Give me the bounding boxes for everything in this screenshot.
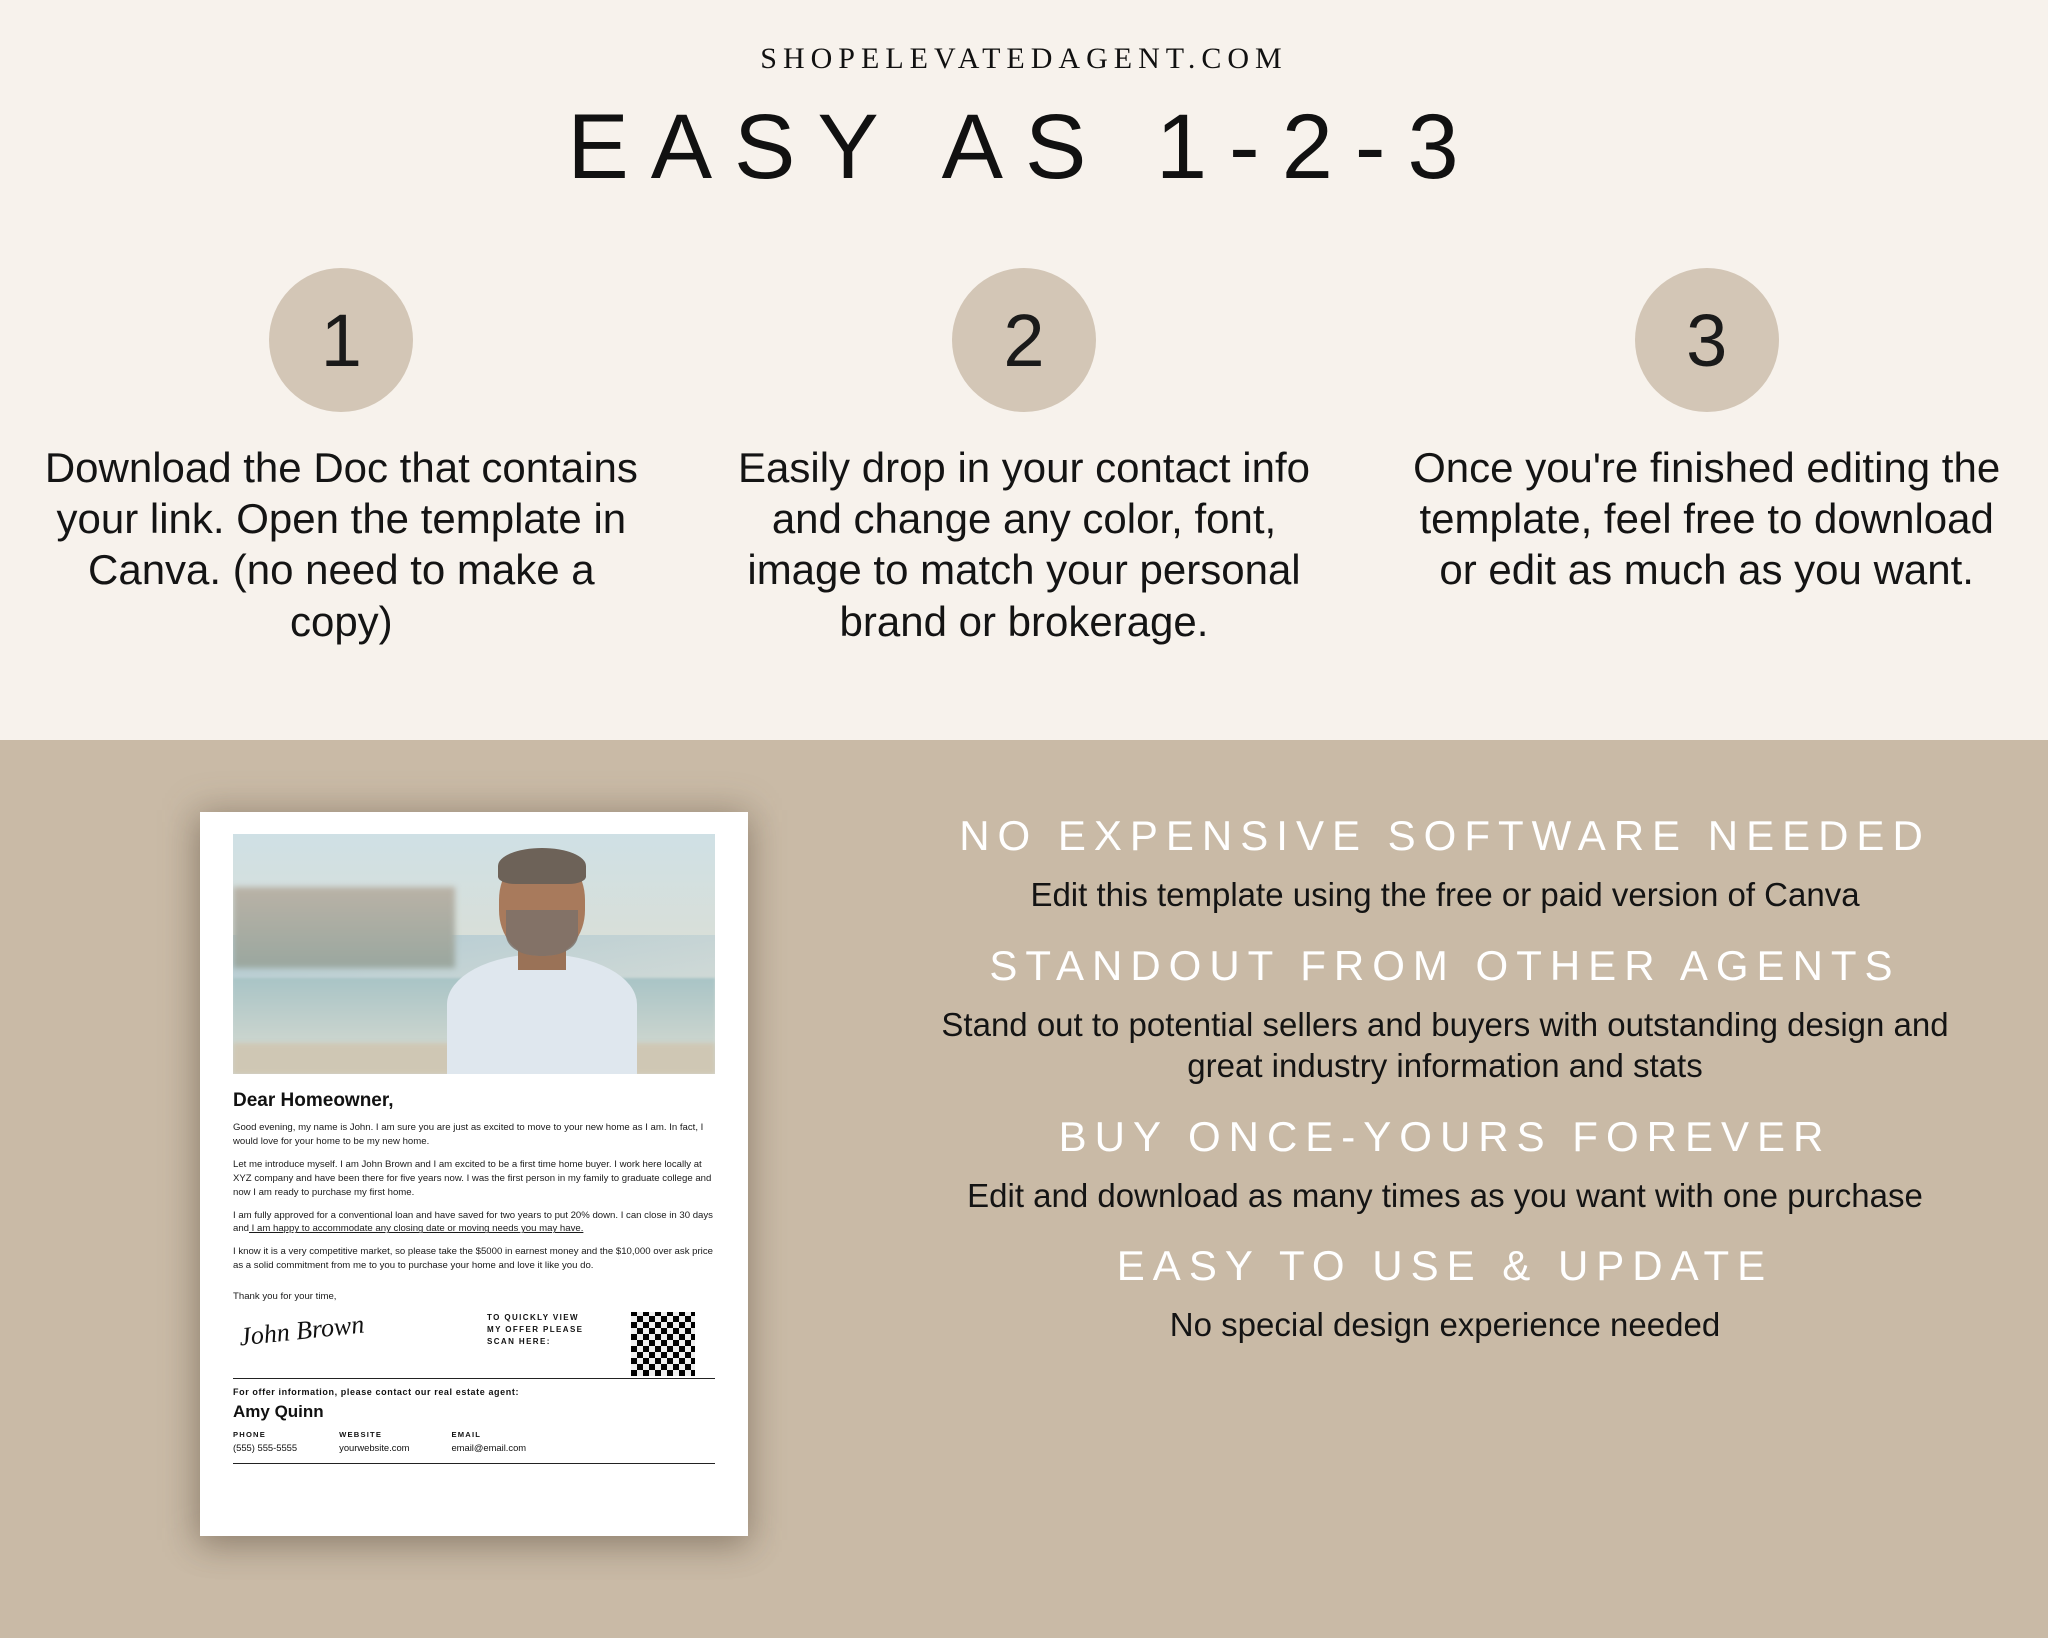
flyer-photo: [233, 834, 715, 1074]
site-url: SHOPELEVATEDAGENT.COM: [760, 42, 1288, 75]
feature-body: No special design experience needed: [1169, 1306, 1721, 1344]
feature-4: [900, 1242, 1990, 1346]
qr-instruction-label: TO QUICKLY VIEW MY OFFER PLEASE SCAN HERE:: [487, 1313, 584, 1347]
agent-name: Amy Quinn: [233, 1402, 324, 1422]
divider-bottom: [233, 1463, 715, 1464]
contact-value: yourwebsite.com: [339, 1442, 410, 1454]
signature: John Brown: [237, 1309, 366, 1352]
feature-heading: NO EXPENSIVE SOFTWARE NEEDED: [959, 812, 1931, 859]
letter-paragraph-1: Good evening, my name is John. I am sure you are just as excited to move to your new home as I am. In fact, I would love for your home to be my new home.: [233, 1122, 704, 1147]
letter-paragraph-4: I know it is a very competitive market, so please take the $5000 in earnest money and the $10,000 over ask price as a solid commitment from me to you to purchase your home and love it like you do.: [233, 1246, 713, 1272]
contact-label: PHONE: [233, 1430, 267, 1440]
feature-heading: EASY TO USE & UPDATE: [1116, 1242, 1774, 1290]
page-title: EASY AS 1-2-3: [567, 96, 1481, 198]
steps-row: [0, 268, 2048, 647]
feature-body: Edit this template using the free or paid version of Canva: [1030, 876, 1860, 913]
letter-paragraph-2: Let me introduce myself. I am John Brown and I am excited to be a first time home buyer. I work here locally at XYZ company and have been there for five years now. I was the first person in my family to graduate college and now I am ready to purchase my first home.: [233, 1158, 712, 1198]
portrait-illustration: [447, 878, 637, 1074]
feature-body: Edit and download as many times as you want with one purchase: [967, 1176, 1923, 1214]
step-description: Download the Doc that contains your link. Open the template in Canva. (no need to make a copy): [44, 444, 638, 645]
letter-paragraph-3-underlined: I am happy to accommodate any closing date or moving needs you may have.: [249, 1223, 584, 1235]
offer-contact-line: For offer information, please contact our real estate agent:: [233, 1387, 520, 1398]
step-description: Easily drop in your contact info and change any color, font, image to match your personal brand or brokerage.: [738, 444, 1310, 645]
step-1: [0, 268, 683, 647]
top-section: [0, 0, 2048, 740]
agent-contact-row: [233, 1430, 715, 1453]
step-3: [1365, 268, 2048, 647]
letter-paragraph-3-plain: I am fully approved for a conventional loan and have saved for two years to put 20% down. I can close in 30 days and: [233, 1209, 713, 1235]
letter-paragraph-3: [233, 1209, 715, 1237]
feature-body: Stand out to potential sellers and buyers with outstanding design and great industry information and stats: [941, 1005, 1949, 1085]
step-2: [683, 268, 1366, 647]
flyer-preview: [200, 812, 748, 1536]
feature-2: [900, 942, 1990, 1087]
contact-value: (555) 555-5555: [233, 1442, 298, 1454]
feature-heading: BUY ONCE-YOURS FOREVER: [1058, 1112, 1832, 1160]
bottom-section: [0, 740, 2048, 1638]
letter-greeting: Dear Homeowner,: [233, 1090, 394, 1111]
qr-code-icon: [629, 1310, 697, 1378]
signature-row: [233, 1308, 715, 1374]
letter-closing: Thank you for your time,: [233, 1291, 337, 1303]
contact-value: email@email.com: [451, 1442, 527, 1454]
contact-label: EMAIL: [451, 1430, 482, 1440]
contact-phone: [233, 1430, 297, 1453]
step-description: Once you're finished editing the template, feel free to download or edit as much as you want.: [1413, 444, 2001, 594]
step-number-badge: 2: [952, 268, 1096, 412]
contact-website: [339, 1430, 409, 1453]
feature-1: [900, 812, 1990, 916]
feature-3: [900, 1113, 1990, 1217]
contact-label: WEBSITE: [339, 1430, 383, 1440]
feature-list: [900, 812, 1990, 1372]
contact-email: [451, 1430, 526, 1453]
step-number-badge: 3: [1635, 268, 1779, 412]
step-number-badge: 1: [269, 268, 413, 412]
feature-heading: STANDOUT FROM OTHER AGENTS: [989, 941, 1901, 989]
divider: [233, 1378, 715, 1379]
